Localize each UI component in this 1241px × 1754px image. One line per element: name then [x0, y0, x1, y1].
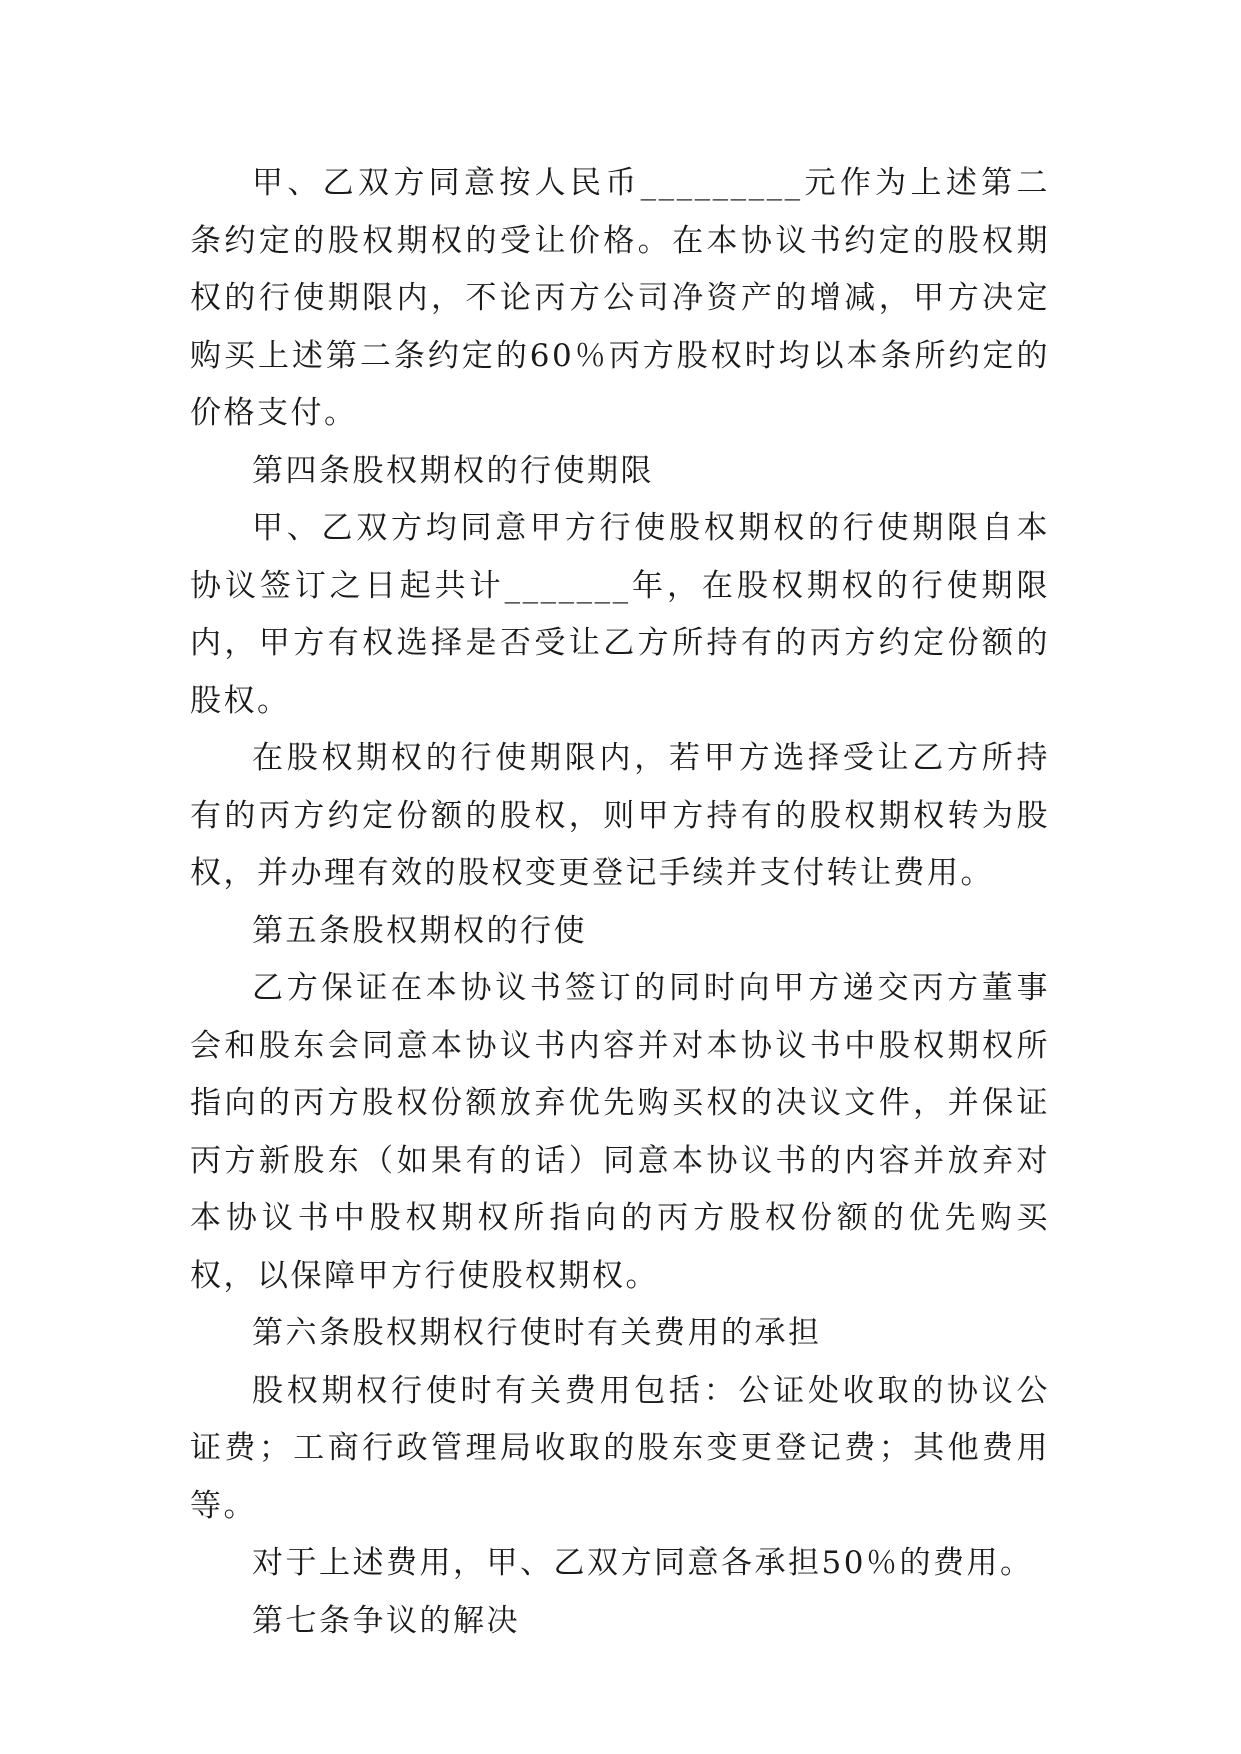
paragraph-fees: 股权期权行使时有关费用包括：公证处收取的协议公证费；工商行政管理局收取的股东变更登记费；其他费用等。 [190, 1372, 1050, 1524]
paragraph-price: 甲、乙双方同意按人民币_________元作为上述第二条约定的股权期权的受让价格。在本协议书约定的股权期权的行使期限内，不论丙方公司净资产的增减，甲方决定购买上述第二条约定的60％丙方股权时均以本条所约定的价格支付。 [190, 165, 1050, 431]
heading-article-4: 第四条股权期权的行使期限 [252, 452, 654, 489]
heading-article-6: 第六条股权期权行使时有关费用的承担 [252, 1315, 822, 1351]
paragraph-exercise-period: 甲、乙双方均同意甲方行使股权期权的行使期限自本协议签订之日起共计_______年，在股权期权的行使期限内，甲方有权选择是否受让乙方所持有的丙方约定份额的股权。 [190, 510, 1050, 719]
heading-article-7: 第七条争议的解决 [252, 1602, 520, 1639]
paragraph-guarantee: 乙方保证在本协议书签订的同时向甲方递交丙方董事会和股东会同意本协议书内容并对本协议书中股权期权所指向的丙方股权份额放弃优先购买权的决议文件，并保证丙方新股东（如果有的话）同意本协议书的内容并放弃对本协议书中股权期权所指向的丙方股权份额的优先购买权，以保障甲方行使股权期权。 [190, 970, 1050, 1294]
paragraph-fee-split: 对于上述费用，甲、乙双方同意各承担50％的费用。 [252, 1545, 1034, 1581]
document-body [190, 155, 1050, 1650]
heading-article-5: 第五条股权期权的行使 [252, 912, 587, 949]
paragraph-transfer: 在股权期权的行使期限内，若甲方选择受让乙方所持有的丙方约定份额的股权，则甲方持有的股权期权转为股权，并办理有效的股权变更登记手续并支付转让费用。 [190, 740, 1050, 891]
